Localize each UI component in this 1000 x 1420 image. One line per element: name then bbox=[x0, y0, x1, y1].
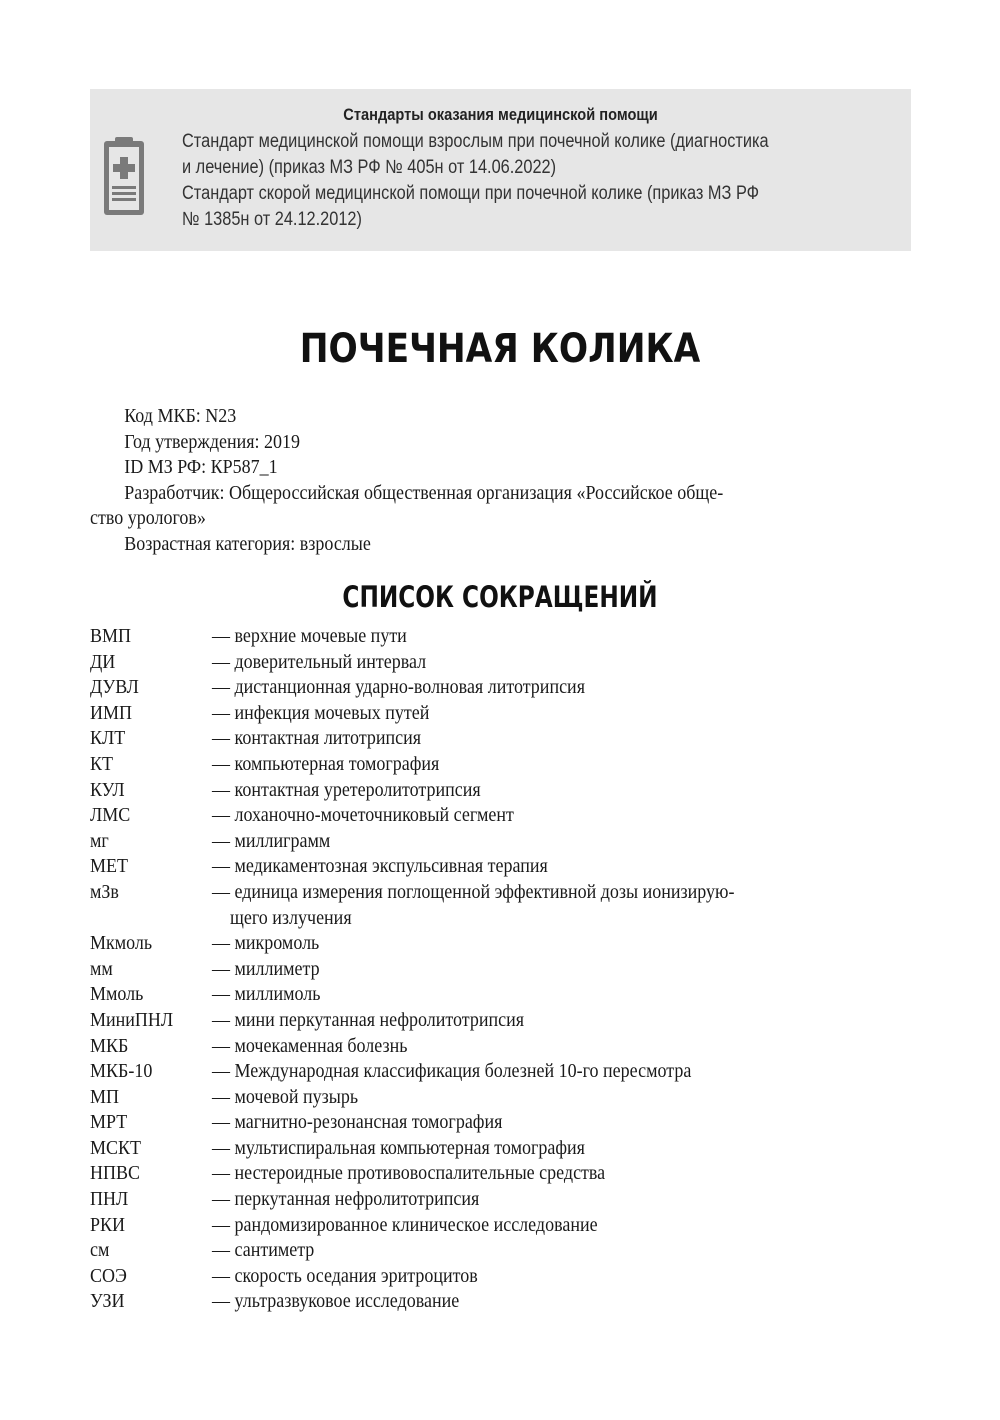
developer-line-2: ство урологов» bbox=[90, 507, 206, 529]
abbreviation-definition bbox=[212, 778, 920, 804]
abbreviation-term: ДИ bbox=[90, 650, 116, 673]
abbreviation-definition bbox=[212, 982, 920, 1008]
abbreviation-row bbox=[90, 1110, 920, 1136]
abbreviation-row bbox=[90, 803, 920, 829]
abbreviation-definition bbox=[212, 1008, 920, 1034]
abbreviation-term: НПВС bbox=[90, 1162, 141, 1185]
abbreviation-row bbox=[90, 1289, 920, 1315]
definition-line: — инфекция мочевых путей bbox=[212, 701, 430, 724]
definition-line: — контактная уретеролитотрипсия bbox=[212, 778, 481, 801]
definition-line: — мультиспиральная компьютерная томография bbox=[212, 1136, 585, 1159]
abbreviation-row bbox=[90, 957, 920, 983]
definition-line: — контактная литотрипсия bbox=[212, 727, 422, 750]
definition-line: — магнитно-резонансная томография bbox=[212, 1111, 503, 1134]
definition-line: — перкутанная нефролитотрипсия bbox=[212, 1188, 480, 1211]
abbreviation-row bbox=[90, 1187, 920, 1213]
abbreviation-row bbox=[90, 752, 920, 778]
abbreviation-term: РКИ bbox=[90, 1213, 126, 1236]
standards-box bbox=[90, 89, 911, 251]
definition-line: — компьютерная томография bbox=[212, 752, 440, 775]
abbreviation-definition bbox=[212, 931, 920, 957]
developer-line-1: Разработчик: Общероссийская общественная организация «Российское обще- bbox=[124, 481, 724, 504]
abbreviation-term: УЗИ bbox=[90, 1290, 125, 1313]
abbreviation-row bbox=[90, 1008, 920, 1034]
definition-line: — миллиметр bbox=[212, 957, 320, 980]
abbreviation-definition bbox=[212, 650, 920, 676]
abbreviation-row bbox=[90, 1136, 920, 1162]
abbreviation-definition bbox=[212, 701, 920, 727]
abbreviation-term: КЛТ bbox=[90, 727, 126, 750]
definition-line: — лоханочно-мочеточниковый сегмент bbox=[212, 804, 514, 827]
definition-line: — дистанционная ударно-волновая литотрипсия bbox=[212, 676, 585, 699]
abbreviation-row bbox=[90, 829, 920, 855]
abbreviations-title: СПИСОК СОКРАЩЕНИЙ bbox=[342, 580, 658, 614]
abbreviation-term: мм bbox=[90, 957, 113, 980]
abbreviation-term: МСКТ bbox=[90, 1136, 142, 1159]
abbreviation-row bbox=[90, 624, 920, 650]
ministry-id: ID МЗ РФ: КР587_1 bbox=[124, 456, 278, 478]
abbreviation-term: Ммоль bbox=[90, 983, 144, 1006]
abbreviation-row bbox=[90, 778, 920, 804]
abbreviation-term: ПНЛ bbox=[90, 1188, 129, 1211]
abbreviation-term: мЗв bbox=[90, 880, 119, 903]
abbreviation-definition bbox=[212, 752, 920, 778]
abbreviation-definition bbox=[212, 1136, 920, 1162]
abbreviation-definition bbox=[212, 1161, 920, 1187]
abbreviation-term: КУЛ bbox=[90, 778, 125, 801]
abbreviation-row bbox=[90, 1264, 920, 1290]
definition-line: — мочевой пузырь bbox=[212, 1085, 359, 1108]
standards-title: Стандарты оказания медицинской помощи bbox=[343, 105, 658, 124]
abbreviation-term: КТ bbox=[90, 752, 114, 775]
abbreviation-row bbox=[90, 1213, 920, 1239]
abbreviation-term: МП bbox=[90, 1085, 120, 1108]
abbreviation-term: СОЭ bbox=[90, 1264, 127, 1287]
abbreviation-row bbox=[90, 880, 920, 931]
abbreviation-definition bbox=[212, 854, 920, 880]
abbreviation-row bbox=[90, 931, 920, 957]
abbreviation-definition bbox=[212, 1034, 920, 1060]
abbreviation-row bbox=[90, 675, 920, 701]
icd-code: Код МКБ: N23 bbox=[124, 405, 237, 427]
standards-line: и лечение) (приказ МЗ РФ № 405н от 14.06.2022) bbox=[182, 157, 557, 178]
abbreviation-definition bbox=[212, 829, 920, 855]
definition-line: — нестероидные противовоспалительные средства bbox=[212, 1162, 606, 1185]
definition-line: — микромоль bbox=[212, 932, 320, 955]
definition-line: — скорость оседания эритроцитов bbox=[212, 1264, 478, 1287]
abbreviation-definition bbox=[212, 803, 920, 829]
page-title: ПОЧЕЧНАЯ КОЛИКА bbox=[299, 326, 701, 372]
abbreviation-definition bbox=[212, 1085, 920, 1111]
definition-line: — Международная классификация болезней 10-го пересмотра bbox=[212, 1060, 692, 1083]
abbreviation-term: МКБ-10 bbox=[90, 1060, 153, 1083]
abbreviations-list bbox=[90, 624, 920, 1315]
document-meta bbox=[90, 404, 920, 557]
abbreviation-definition bbox=[212, 624, 920, 650]
abbreviation-term: мг bbox=[90, 829, 109, 852]
abbreviation-definition bbox=[212, 880, 920, 931]
definition-line: — ультразвуковое исследование bbox=[212, 1290, 460, 1313]
abbreviation-definition bbox=[212, 957, 920, 983]
abbreviation-term: Мкмоль bbox=[90, 932, 153, 955]
age-category: Возрастная категория: взрослые bbox=[124, 532, 371, 555]
approval-year: Год утверждения: 2019 bbox=[124, 430, 301, 453]
definition-line: — сантиметр bbox=[212, 1239, 315, 1262]
definition-line: — мочекаменная болезнь bbox=[212, 1034, 408, 1057]
abbreviation-definition bbox=[212, 1059, 920, 1085]
definition-line: — единица измерения поглощенной эффективной дозы ионизирую- bbox=[212, 880, 735, 903]
abbreviation-definition bbox=[212, 1238, 920, 1264]
definition-line: — рандомизированное клиническое исследование bbox=[212, 1213, 598, 1236]
standards-line: № 1385н от 24.12.2012) bbox=[182, 209, 362, 230]
definition-line: — миллимоль bbox=[212, 983, 321, 1006]
abbreviation-definition bbox=[212, 1264, 920, 1290]
abbreviation-definition bbox=[212, 726, 920, 752]
abbreviation-term: ЛМС bbox=[90, 804, 131, 827]
abbreviation-definition bbox=[212, 1213, 920, 1239]
abbreviation-definition bbox=[212, 1289, 920, 1315]
abbreviation-row bbox=[90, 1085, 920, 1111]
definition-line: — миллиграмм bbox=[212, 829, 331, 852]
abbreviation-term: ВМП bbox=[90, 625, 132, 647]
abbreviation-row bbox=[90, 1034, 920, 1060]
standards-line: Стандарт медицинской помощи взрослым при почечной колике (диагностика bbox=[182, 131, 769, 152]
abbreviation-row bbox=[90, 1161, 920, 1187]
abbreviation-term: МРТ bbox=[90, 1111, 128, 1134]
abbreviation-definition bbox=[212, 675, 920, 701]
abbreviation-row bbox=[90, 650, 920, 676]
abbreviation-term: ДУВЛ bbox=[90, 676, 139, 699]
abbreviation-row bbox=[90, 1059, 920, 1085]
standards-list bbox=[182, 129, 902, 233]
abbreviation-row bbox=[90, 854, 920, 880]
abbreviation-row bbox=[90, 1238, 920, 1264]
abbreviation-term: МЕТ bbox=[90, 855, 128, 878]
definition-line: — доверительный интервал bbox=[212, 650, 427, 673]
abbreviation-term: см bbox=[90, 1239, 110, 1262]
abbreviation-row bbox=[90, 726, 920, 752]
standards-line: Стандарт скорой медицинской помощи при почечной колике (приказ МЗ РФ bbox=[182, 183, 760, 204]
definition-line: — мини перкутанная нефролитотрипсия bbox=[212, 1008, 525, 1031]
abbreviation-term: МКБ bbox=[90, 1034, 129, 1057]
definition-line: — верхние мочевые пути bbox=[212, 625, 407, 647]
abbreviation-definition bbox=[212, 1110, 920, 1136]
definition-line: — медикаментозная экспульсивная терапия bbox=[212, 855, 548, 878]
abbreviation-row bbox=[90, 701, 920, 727]
definition-line: щего излучения bbox=[230, 906, 352, 929]
abbreviation-definition bbox=[212, 1187, 920, 1213]
abbreviation-term: ИМП bbox=[90, 701, 133, 724]
abbreviation-term: МиниПНЛ bbox=[90, 1008, 174, 1031]
abbreviation-row bbox=[90, 982, 920, 1008]
clipboard-medical-icon bbox=[102, 133, 146, 219]
